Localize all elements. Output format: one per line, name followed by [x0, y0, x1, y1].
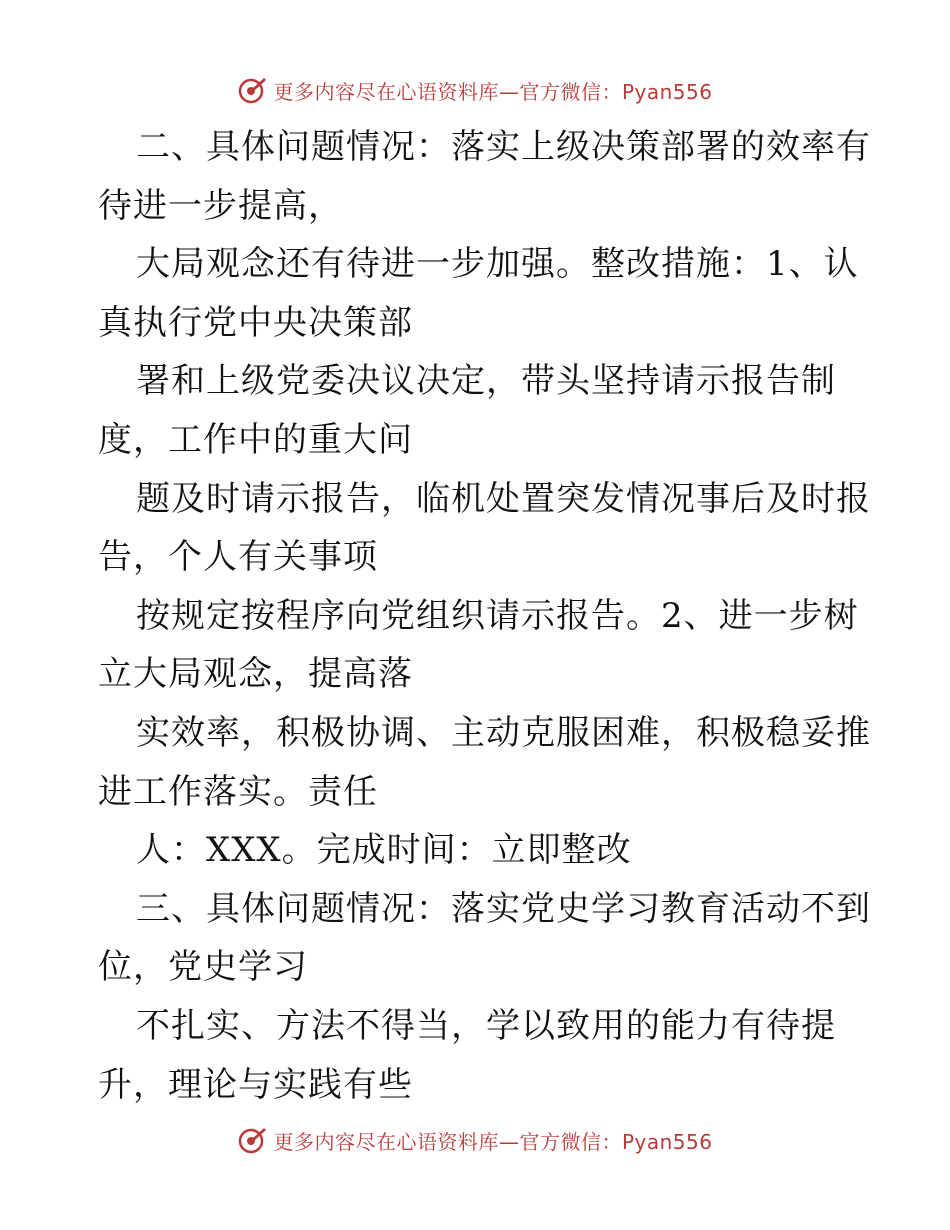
body-line: 题及时请示报告，临机处置突发情况事后及时报	[136, 478, 871, 519]
header-banner-text: 更多内容尽在心语资料库—官方微信：Pyan556	[273, 79, 713, 104]
body-line: 升，理论与实践有些	[98, 1064, 413, 1105]
body-line: 实效率，积极协调、主动克服困难，积极稳妥推	[136, 712, 871, 753]
body-line: 三、具体问题情况：落实党史学习教育活动不到	[136, 888, 871, 929]
header-banner	[0, 70, 950, 110]
footer-banner-text: 更多内容尽在心语资料库—官方微信：Pyan556	[273, 1129, 713, 1154]
body-line: 告，个人有关事项	[98, 537, 378, 578]
footer-banner	[0, 1120, 950, 1160]
document-body	[98, 118, 871, 1114]
body-line: 立大局观念，提高落	[98, 654, 413, 695]
body-line: 进工作落实。责任	[98, 771, 378, 812]
pen-logo-icon	[237, 75, 267, 105]
body-line: 真执行党中央决策部	[98, 302, 413, 343]
body-line: 二、具体问题情况：落实上级决策部署的效率有	[136, 127, 871, 167]
pen-logo-icon	[237, 1125, 267, 1155]
body-line: 署和上级党委决议决定，带头坚持请示报告制	[136, 361, 836, 402]
body-line: 度，工作中的重大问	[98, 419, 413, 460]
body-line: 不扎实、方法不得当，学以致用的能力有待提	[136, 1005, 836, 1046]
body-line: 按规定按程序向党组织请示报告。2、进一步树	[136, 595, 859, 636]
body-line: 人：XXX。完成时间：立即整改	[136, 830, 632, 871]
body-line: 待进一步提高，	[98, 185, 343, 226]
body-line: 大局观念还有待进一步加强。整改措施：1、认	[136, 244, 859, 285]
body-line: 位，党史学习	[98, 947, 308, 988]
